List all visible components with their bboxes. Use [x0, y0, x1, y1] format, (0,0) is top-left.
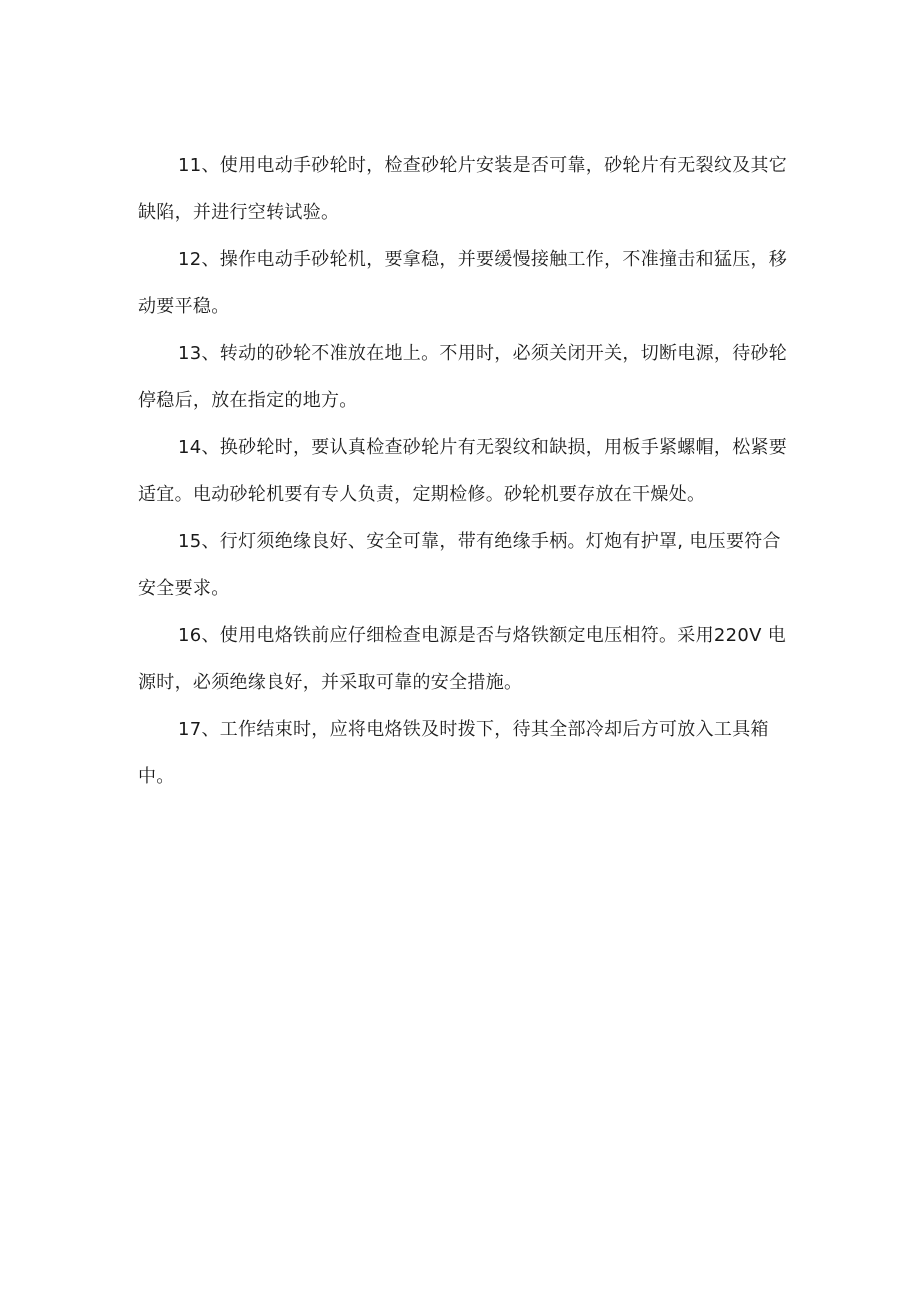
paragraph-11: 11、使用电动手砂轮时，检查砂轮片安装是否可靠，砂轮片有无裂纹及其它缺陷，并进行空转试验。 [138, 155, 788, 223]
paragraph-12: 12、操作电动手砂轮机，要拿稳，并要缓慢接触工作，不准撞击和猛压，移动要平稳。 [138, 249, 788, 317]
paragraph-17: 17、工作结束时，应将电烙铁及时拨下，待其全部冷却后方可放入工具箱中。 [138, 719, 769, 787]
paragraph-14: 14、换砂轮时，要认真检查砂轮片有无裂纹和缺损，用板手紧螺帽，松紧要适宜。电动砂轮机要有专人负责，定期检修。砂轮机要存放在干燥处。 [138, 437, 788, 505]
document-body [138, 142, 794, 800]
paragraph-13: 13、转动的砂轮不准放在地上。不用时，必须关闭开关，切断电源，待砂轮停稳后，放在指定的地方。 [138, 343, 788, 411]
paragraph-15: 15、行灯须绝缘良好、安全可靠，带有绝缘手柄。灯炮有护罩, 电压要符合安全要求。 [138, 531, 781, 599]
paragraph-16: 16、使用电烙铁前应仔细检查电源是否与烙铁额定电压相符。采用220V 电源时，必须绝缘良好，并采取可靠的安全措施。 [138, 625, 787, 693]
